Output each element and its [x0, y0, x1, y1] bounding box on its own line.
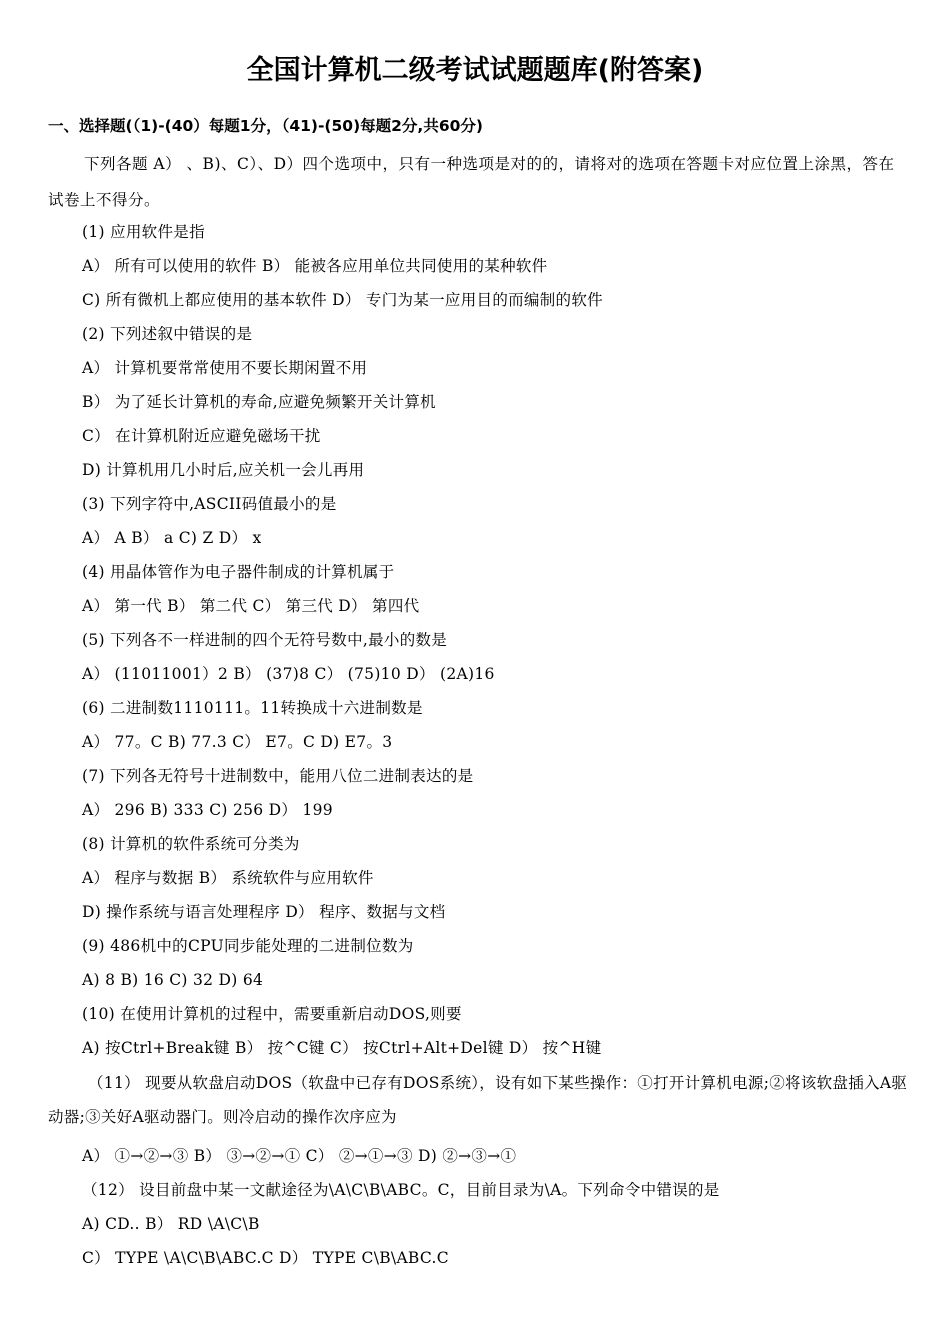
question-line: (6) 二进制数1110111。11转换成十六进制数是 — [82, 699, 423, 717]
question-line: B） 为了延长计算机的寿命,应避免频繁开关计算机 — [82, 393, 436, 411]
question-line: (4) 用晶体管作为电子器件制成的计算机属于 — [82, 563, 395, 581]
question-line: A） (11011001）2 B） (37)8 C） (75)10 D） (2A)16 — [82, 665, 495, 683]
question-line: A） ①→②→③ B） ③→②→① C） ②→①→③ D) ②→③→① — [82, 1147, 517, 1165]
document-title: 全国计算机二级考试试题题库(附答案) — [246, 55, 704, 86]
question-line: A) CD.. B） RD \A\C\B — [82, 1215, 260, 1233]
question-line: D) 操作系统与语言处理程序 D） 程序、数据与文档 — [82, 903, 446, 921]
instructions-paragraph: 下列各题 A） 、B)、C）、D）四个选项中，只有一种选项是对的的，请将对的选项在答题卡对应位置上涂黑，答在试卷上不得分。 — [48, 155, 895, 209]
question-line: (3) 下列字符中,ASCII码值最小的是 — [82, 495, 337, 513]
question-line: (7) 下列各无符号十进制数中，能用八位二进制表达的是 — [82, 767, 474, 785]
question-line: C） 在计算机附近应避免磁场干扰 — [82, 427, 321, 445]
question-line: C） TYPE \A\C\B\ABC.C D） TYPE C\B\ABC.C — [82, 1249, 449, 1267]
question-line: A) 8 B) 16 C) 32 D) 64 — [82, 971, 264, 989]
question-11-paragraph: （11） 现要从软盘启动DOS（软盘中已存有DOS系统），设有如下某些操作：①打开计算机电源;②将该软盘插入A驱动器;③关好A驱动器门。则冷启动的操作次序应为 — [48, 1074, 908, 1126]
question-line: A) 按Ctrl+Break键 B） 按^C键 C） 按Ctrl+Alt+Del键 D） 按^H键 — [82, 1039, 602, 1057]
question-line: A） 程序与数据 B） 系统软件与应用软件 — [82, 869, 374, 887]
question-line: (9) 486机中的CPU同步能处理的二进制位数为 — [82, 937, 414, 955]
question-line: A） 77。C B) 77.3 C） E7。C D) E7。3 — [82, 733, 393, 751]
question-line: A） 计算机要常常使用不要长期闲置不用 — [82, 359, 368, 377]
question-line: (8) 计算机的软件系统可分类为 — [82, 835, 300, 853]
question-line: （12） 设目前盘中某一文献途径为\A\C\B\ABC。C，目前目录为\A。下列命令中错误的是 — [82, 1181, 720, 1199]
question-line: A） A B） a C) Z D） x — [82, 529, 262, 547]
question-line: A） 所有可以使用的软件 B） 能被各应用单位共同使用的某种软件 — [82, 257, 548, 275]
question-line: A） 第一代 B） 第二代 C） 第三代 D） 第四代 — [82, 597, 420, 615]
question-line: A） 296 B) 333 C) 256 D） 199 — [82, 801, 333, 819]
question-line: C) 所有微机上都应使用的基本软件 D） 专门为某一应用目的而编制的软件 — [82, 291, 603, 309]
question-line: (10) 在使用计算机的过程中，需要重新启动DOS,则要 — [82, 1005, 462, 1023]
question-line: (5) 下列各不一样进制的四个无符号数中,最小的数是 — [82, 631, 448, 649]
question-line: D) 计算机用几小时后,应关机一会儿再用 — [82, 461, 365, 479]
question-line: (1) 应用软件是指 — [82, 223, 205, 241]
question-line: (2) 下列述叙中错误的是 — [82, 325, 253, 343]
section-heading: 一、选择题(（1)-(40）每题1分，（41)-(50)每题2分,共60分) — [48, 117, 483, 135]
